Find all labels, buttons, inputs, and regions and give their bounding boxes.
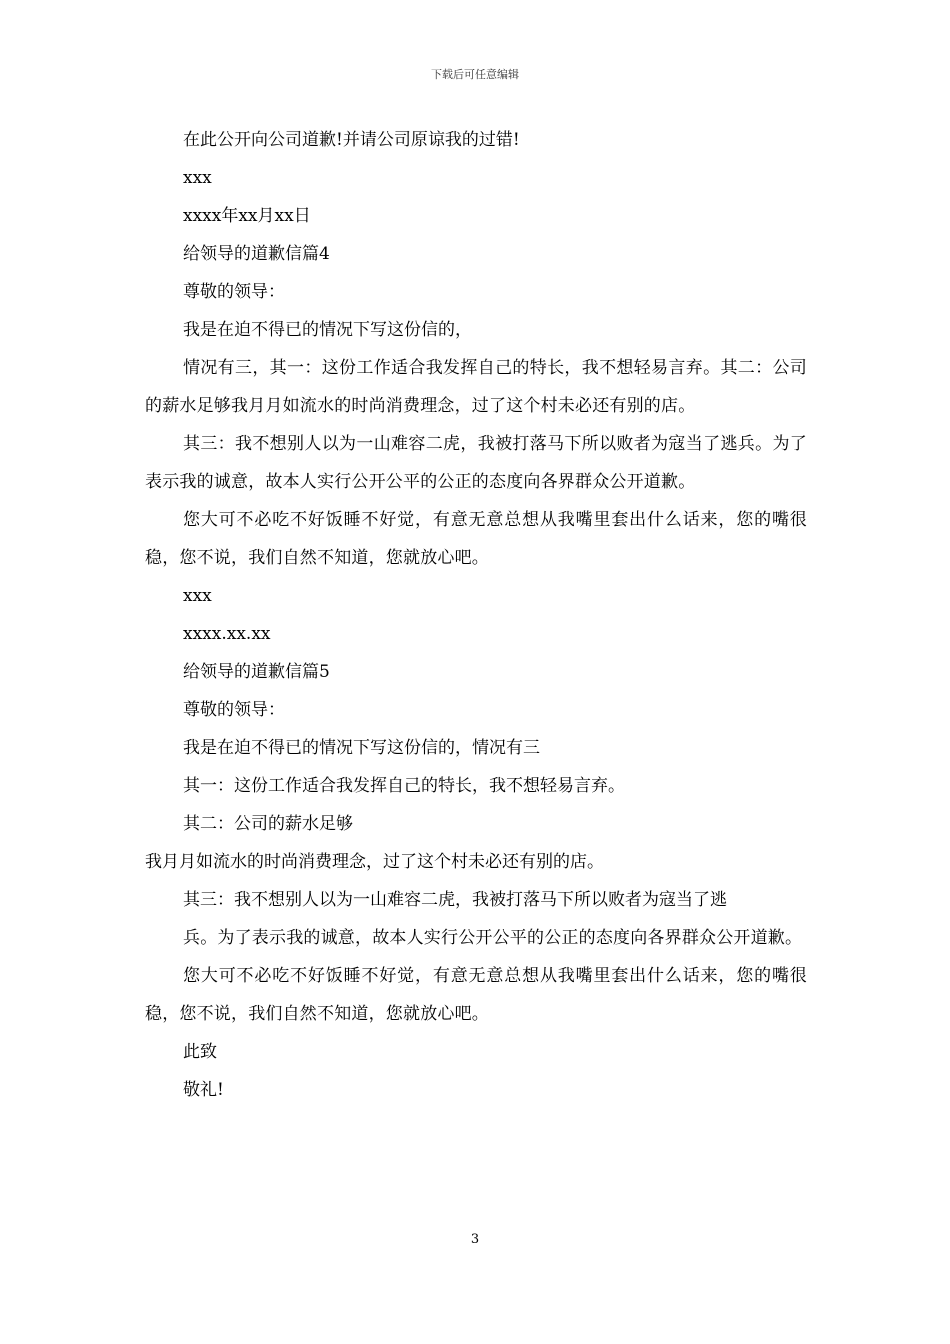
closing-line: 敬礼! (183, 1080, 224, 1100)
closing-line: 此致 (183, 1042, 217, 1062)
sender-name: xxx (183, 168, 212, 188)
text-line: 其二：公司的薪水足够 (183, 814, 353, 834)
letter-date: xxxx.xx.xx (183, 624, 271, 644)
text-line: 我月月如流水的时尚消费理念，过了这个村未必还有别的店。 (145, 852, 604, 872)
paragraph: 情况有三，其一：这份工作适合我发挥自己的特长，我不想轻易言弃。其二：公司的薪水足够我月月如流水的时尚消费理念，过了这个村未必还有别的店。 (145, 358, 807, 416)
paragraph: 您大可不必吃不好饭睡不好觉，有意无意总想从我嘴里套出什么话来，您的嘴很稳，您不说，我们自然不知道，您就放心吧。 (145, 510, 807, 568)
text-line: 我是在迫不得已的情况下写这份信的，情况有三 (183, 738, 540, 758)
text-line: 其一：这份工作适合我发挥自己的特长，我不想轻易言弃。 (183, 776, 625, 796)
text-line: 在此公开向公司道歉!并请公司原谅我的过错! (183, 130, 520, 150)
paragraph: 您大可不必吃不好饭睡不好觉，有意无意总想从我嘴里套出什么话来，您的嘴很稳，您不说，我们自然不知道，您就放心吧。 (145, 966, 807, 1024)
document-body (145, 125, 807, 1113)
section-title: 给领导的道歉信篇5 (183, 662, 330, 682)
salutation: 尊敬的领导： (183, 282, 285, 302)
page-header-note: 下载后可任意编辑 (431, 68, 519, 81)
section-title: 给领导的道歉信篇4 (183, 244, 330, 264)
text-line: 我是在迫不得已的情况下写这份信的， (183, 320, 472, 340)
page-number: 3 (470, 1232, 480, 1247)
paragraph: 其三：我不想别人以为一山难容二虎，我被打落马下所以败者为寇当了逃兵。为了表示我的诚意，故本人实行公开公平的公正的态度向各界群众公开道歉。 (145, 434, 807, 492)
text-line: 其三：我不想别人以为一山难容二虎，我被打落马下所以败者为寇当了逃 (183, 890, 727, 910)
letter-date: xxxx年xx月xx日 (183, 206, 311, 226)
paragraph: 兵。为了表示我的诚意，故本人实行公开公平的公正的态度向各界群众公开道歉。 (183, 928, 803, 948)
sender-name: xxx (183, 586, 212, 606)
salutation: 尊敬的领导： (183, 700, 285, 720)
